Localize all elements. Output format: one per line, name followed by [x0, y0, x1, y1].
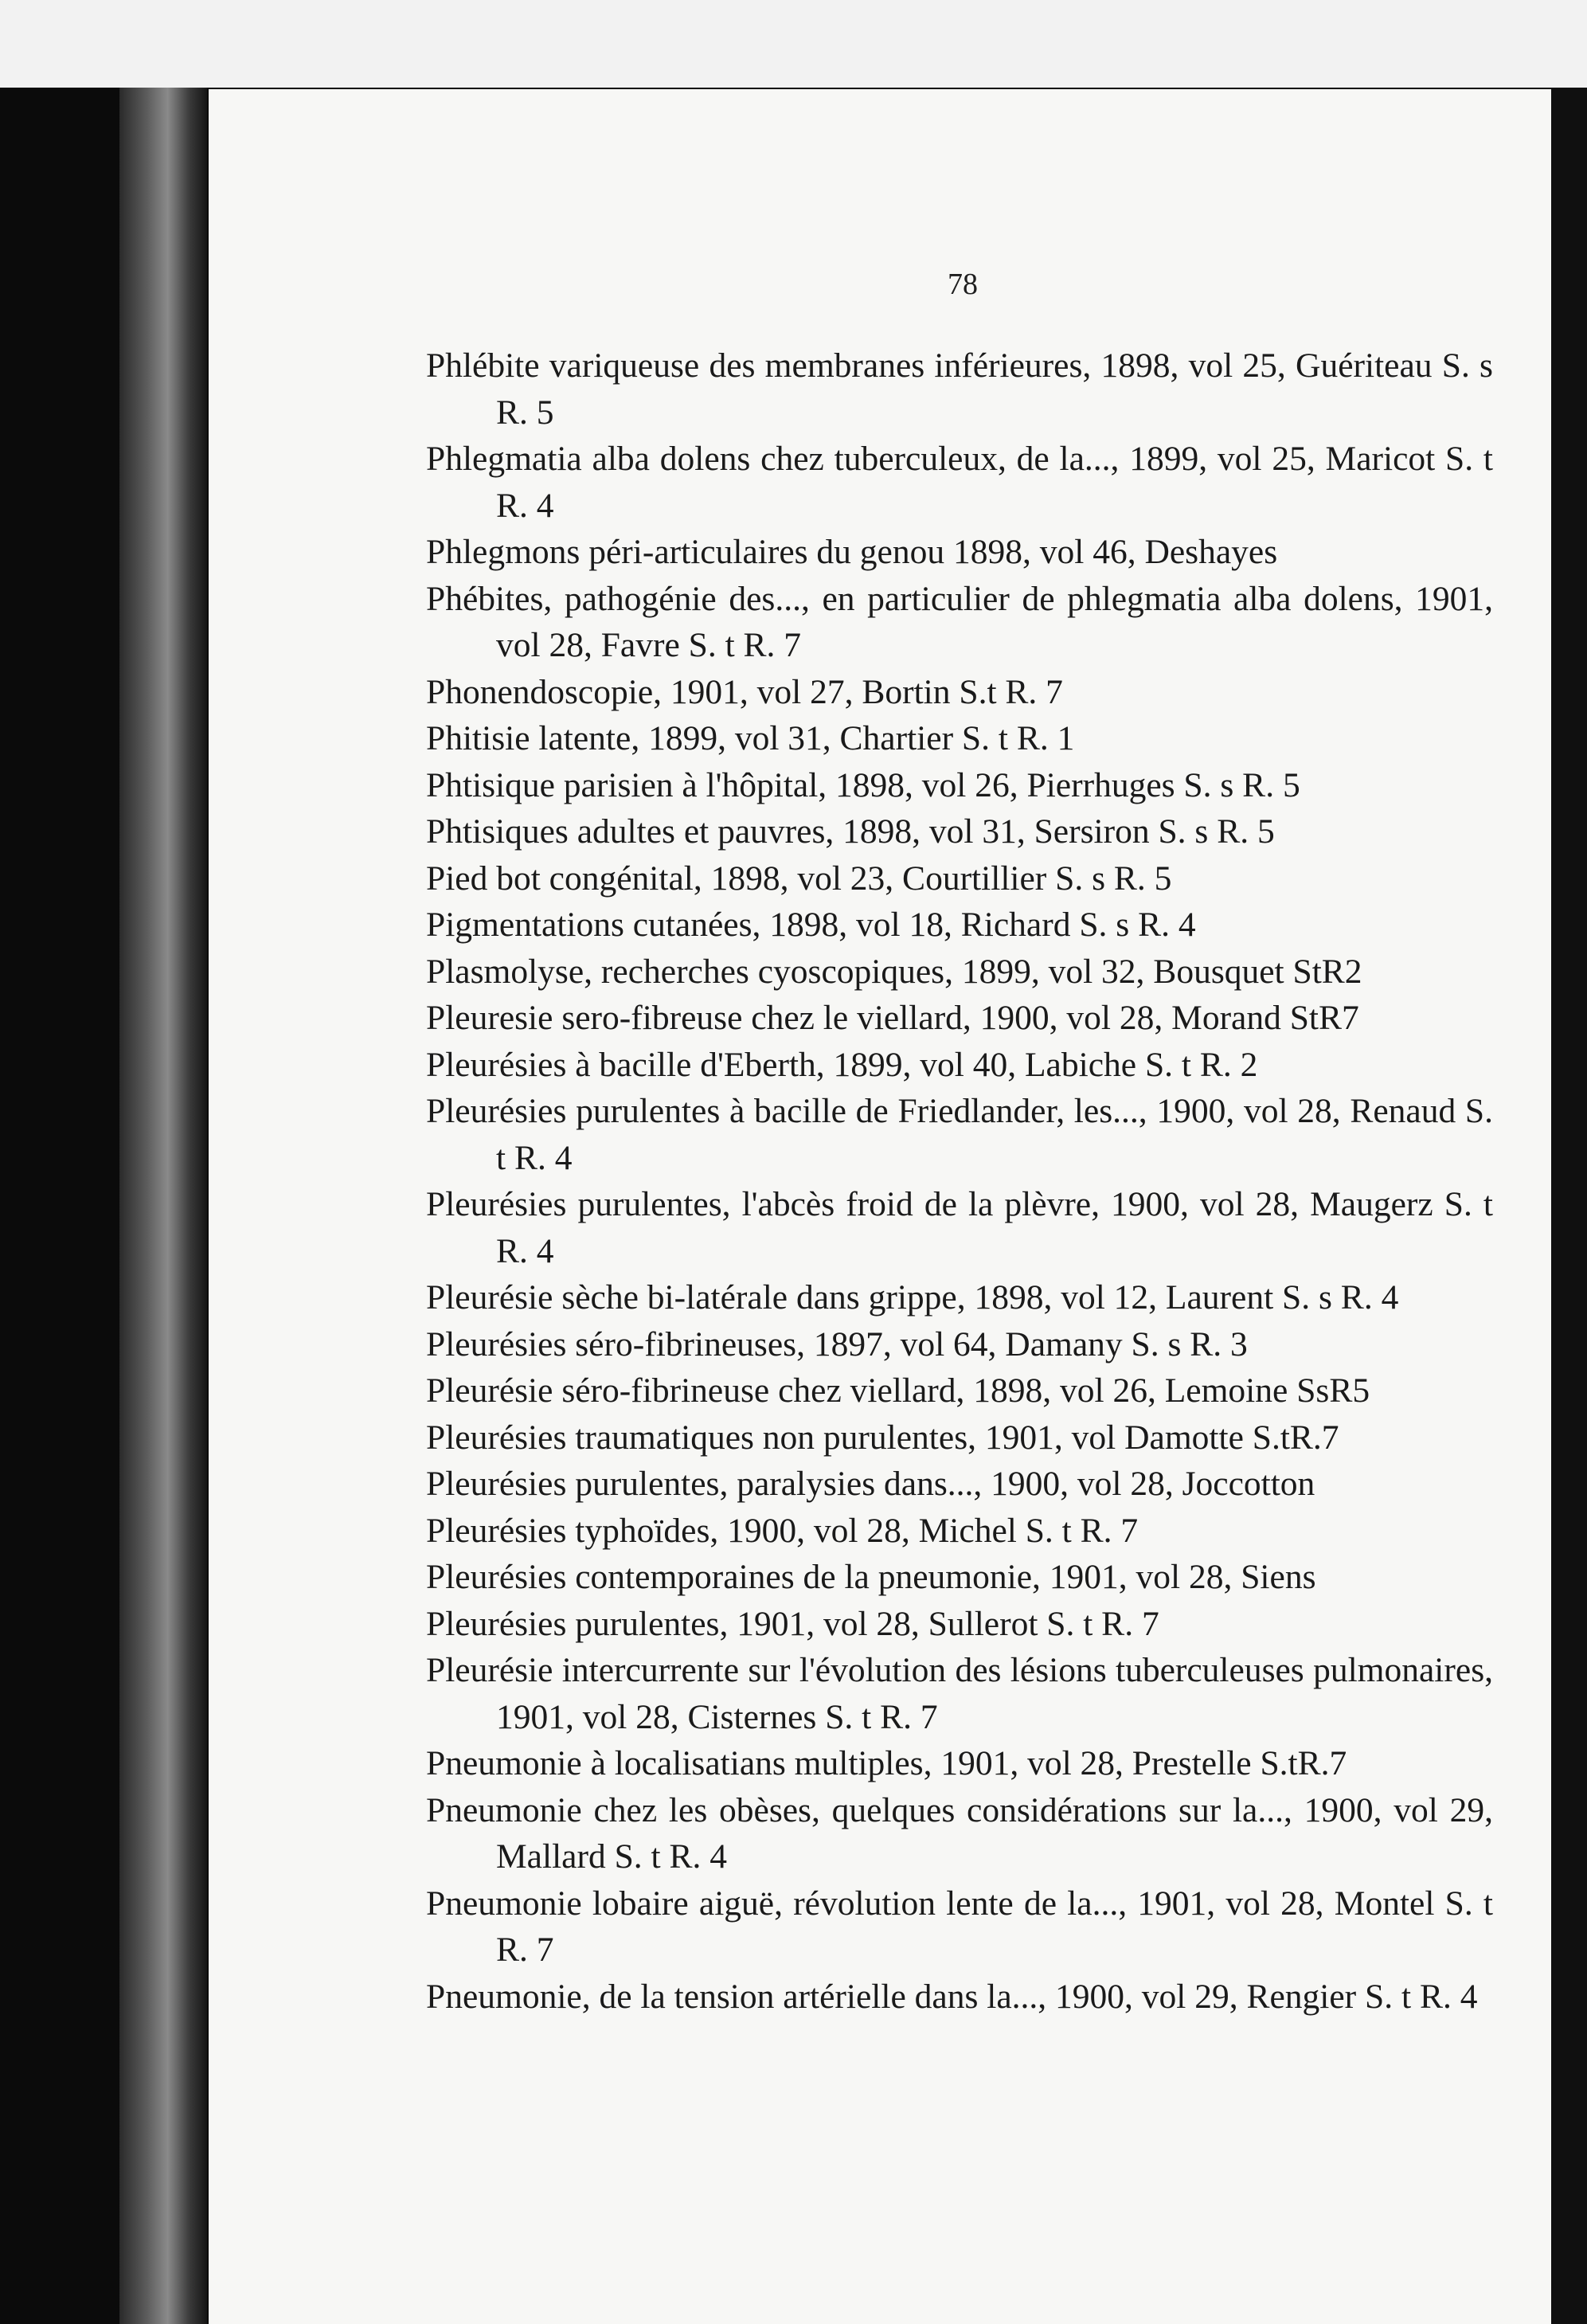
entry-text: Pleurésie intercurrente sur l'évolution des lésions tuberculeuses pulmonaires, 1901, vol 28, Cisternes S. t R. 7 — [426, 1651, 1493, 1736]
index-entry — [426, 1740, 1493, 1787]
index-entry — [426, 436, 1493, 529]
entry-text: Pigmentations cutanées, 1898, vol 18, Richard S. s R. 4 — [426, 906, 1196, 944]
entry-text: Pneumonie, de la tension artérielle dans la..., 1900, vol 29, Rengier S. t R. 4 — [426, 1977, 1478, 2016]
index-entry — [426, 762, 1493, 809]
index-entry — [426, 1181, 1493, 1274]
index-entry — [426, 1321, 1493, 1368]
scan-top-margin — [0, 0, 1587, 88]
index-entry — [426, 1554, 1493, 1601]
entry-text: Pleurésies purulentes, paralysies dans..., 1900, vol 28, Joccotton — [426, 1465, 1315, 1503]
index-entry — [426, 1787, 1493, 1880]
entry-text: Pneumonie chez les obèses, quelques considérations sur la..., 1900, vol 29, Mallard S. t R. 4 — [426, 1790, 1493, 1876]
index-entry — [426, 1414, 1493, 1461]
index-entry — [426, 1367, 1493, 1414]
index-entry — [426, 529, 1493, 576]
index-entry — [426, 1274, 1493, 1321]
index-entry — [426, 949, 1493, 996]
entry-text: Phlegmons péri-articulaires du genou 1898, vol 46, Deshayes — [426, 533, 1278, 571]
index-entry-list — [426, 342, 1493, 2020]
entry-text: Phébites, pathogénie des..., en particulier de phlegmatia alba dolens, 1901, vol 28, Favre S. t R. 7 — [426, 579, 1493, 664]
entry-text: Pneumonie lobaire aiguë, révolution lente de la..., 1901, vol 28, Montel S. t R. 7 — [426, 1884, 1493, 1969]
entry-text: Pleurésies contemporaines de la pneumonie, 1901, vol 28, Siens — [426, 1558, 1316, 1596]
entry-text: Pleurésies séro-fibrineuses, 1897, vol 64, Damany S. s R. 3 — [426, 1324, 1248, 1363]
index-entry — [426, 808, 1493, 855]
entry-text: Pleurésies purulentes à bacille de Friedlander, les..., 1900, vol 28, Renaud S. t R. 4 — [426, 1092, 1493, 1177]
index-entry — [426, 715, 1493, 762]
entry-text: Pleurésie séro-fibrineuse chez viellard, 1898, vol 26, Lemoine SsR5 — [426, 1371, 1370, 1410]
entry-text: Pleurésies traumatiques non purulentes, 1901, vol Damotte S.tR.7 — [426, 1418, 1339, 1457]
index-entry — [426, 1647, 1493, 1740]
entry-text: Pleurésies purulentes, 1901, vol 28, Sullerot S. t R. 7 — [426, 1604, 1159, 1643]
entry-text: Pleuresie sero-fibreuse chez le viellard, 1900, vol 28, Morand StR7 — [426, 999, 1359, 1037]
index-entry — [426, 1601, 1493, 1648]
entry-text: Pneumonie à localisatians multiples, 1901, vol 28, Prestelle S.tR.7 — [426, 1744, 1347, 1782]
entry-text: Phlegmatia alba dolens chez tuberculeux, de la..., 1899, vol 25, Maricot S. t R. 4 — [426, 440, 1493, 525]
entry-text: Pleurésies typhoïdes, 1900, vol 28, Michel S. t R. 7 — [426, 1511, 1139, 1550]
scan-right-edge — [1551, 88, 1587, 2324]
index-entry — [426, 1974, 1493, 2021]
entry-text: Phtisiques adultes et pauvres, 1898, vol 31, Sersiron S. s R. 5 — [426, 812, 1275, 851]
index-entry — [426, 1880, 1493, 1974]
entry-text: Phitisie latente, 1899, vol 31, Chartier S. t R. 1 — [426, 719, 1075, 757]
index-entry — [426, 576, 1493, 669]
entry-text: Pied bot congénital, 1898, vol 23, Courtillier S. s R. 5 — [426, 859, 1172, 898]
index-entry — [426, 855, 1493, 902]
index-entry — [426, 1508, 1493, 1555]
index-entry — [426, 995, 1493, 1042]
index-entry — [426, 902, 1493, 949]
entry-text: Phlébite variqueuse des membranes inférieures, 1898, vol 25, Guériteau S. s R. 5 — [426, 346, 1493, 432]
book-binding-shadow — [119, 88, 207, 2324]
entry-text: Pleurésies purulentes, l'abcès froid de la plèvre, 1900, vol 28, Maugerz S. t R. 4 — [426, 1185, 1493, 1270]
entry-text: Phonendoscopie, 1901, vol 27, Bortin S.t R. 7 — [426, 672, 1063, 711]
index-entry — [426, 1042, 1493, 1089]
entry-text: Pleurésie sèche bi-latérale dans grippe, 1898, vol 12, Laurent S. s R. 4 — [426, 1278, 1399, 1317]
index-entry — [426, 669, 1493, 716]
entry-text: Phtisique parisien à l'hôpital, 1898, vol 26, Pierrhuges S. s R. 5 — [426, 765, 1300, 804]
index-entry — [426, 342, 1493, 436]
entry-text: Pleurésies à bacille d'Eberth, 1899, vol 40, Labiche S. t R. 2 — [426, 1045, 1258, 1084]
entry-text: Plasmolyse, recherches cyoscopiques, 1899, vol 32, Bousquet StR2 — [426, 952, 1362, 991]
index-entry — [426, 1088, 1493, 1181]
index-entry — [426, 1461, 1493, 1508]
page-number: 78 — [948, 268, 978, 301]
